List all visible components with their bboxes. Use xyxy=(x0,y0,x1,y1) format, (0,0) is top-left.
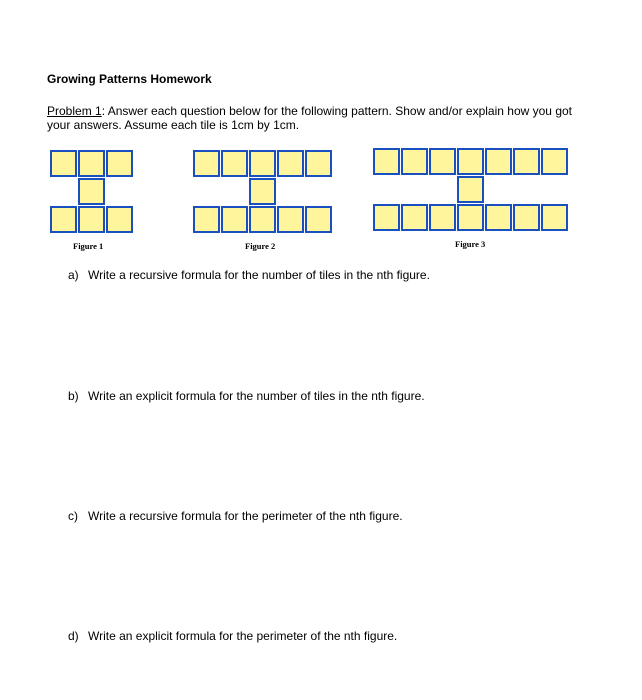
tile xyxy=(373,204,400,231)
question-a-label: a) xyxy=(68,268,79,282)
problem-label: Problem 1 xyxy=(47,104,102,118)
question-d-text: Write an explicit formula for the perimeter of the nth figure. xyxy=(88,629,398,643)
tile xyxy=(305,150,332,177)
tile xyxy=(106,206,133,233)
tile xyxy=(457,204,484,231)
tile xyxy=(221,206,248,233)
question-b-text: Write an explicit formula for the number of tiles in the nth figure. xyxy=(88,389,425,403)
question-a xyxy=(68,268,430,282)
question-d xyxy=(68,629,397,643)
figure-3-caption: Figure 3 xyxy=(455,239,486,249)
tile xyxy=(78,206,105,233)
tile xyxy=(457,176,484,203)
tile xyxy=(249,150,276,177)
tile xyxy=(401,204,428,231)
tile xyxy=(249,206,276,233)
tile xyxy=(277,206,304,233)
tile xyxy=(373,148,400,175)
question-a-text: Write a recursive formula for the number of tiles in the nth figure. xyxy=(88,268,430,282)
tile xyxy=(193,150,220,177)
tile xyxy=(50,150,77,177)
question-c-label: c) xyxy=(68,509,78,523)
figure-1-caption: Figure 1 xyxy=(73,241,104,251)
tile xyxy=(429,148,456,175)
tile xyxy=(457,148,484,175)
tile xyxy=(193,206,220,233)
tile xyxy=(249,178,276,205)
problem-statement xyxy=(47,104,587,132)
tile xyxy=(429,204,456,231)
figure-1 xyxy=(50,150,135,235)
figure-3 xyxy=(373,148,570,233)
tile xyxy=(78,150,105,177)
figure-2-caption: Figure 2 xyxy=(245,241,276,251)
problem-text: : Answer each question below for the following pattern. Show and/or explain how you got your answers. Assume each tile is 1cm by 1cm. xyxy=(47,104,572,132)
tile xyxy=(485,204,512,231)
figure-2 xyxy=(193,150,334,235)
tile xyxy=(106,150,133,177)
question-c-text: Write a recursive formula for the perimeter of the nth figure. xyxy=(88,509,403,523)
tile xyxy=(221,150,248,177)
tile xyxy=(277,150,304,177)
tile xyxy=(513,148,540,175)
tile xyxy=(485,148,512,175)
question-b xyxy=(68,389,425,403)
question-b-label: b) xyxy=(68,389,79,403)
tile xyxy=(513,204,540,231)
tile xyxy=(541,204,568,231)
tile xyxy=(541,148,568,175)
tile xyxy=(78,178,105,205)
tile xyxy=(305,206,332,233)
tile xyxy=(401,148,428,175)
question-d-label: d) xyxy=(68,629,79,643)
tile xyxy=(50,206,77,233)
question-c xyxy=(68,509,403,523)
page-title: Growing Patterns Homework xyxy=(47,72,212,86)
